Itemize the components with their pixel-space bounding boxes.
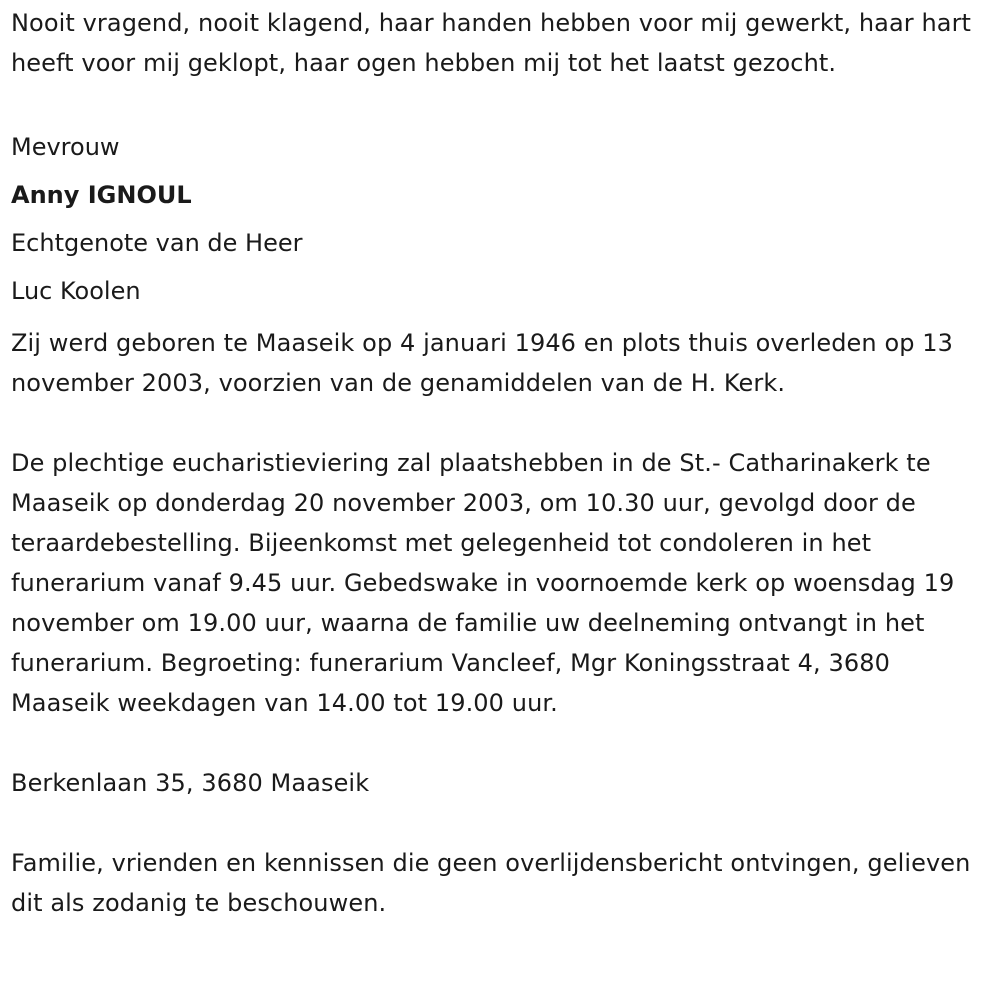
motto-text: Nooit vragend, nooit klagend, haar handen hebben voor mij gewerkt, haar hart heeft voor mij geklopt, haar ogen hebben mij tot het laatst gezocht. xyxy=(11,9,972,77)
spacer xyxy=(11,803,996,843)
closing-note: Familie, vrienden en kennissen die geen overlijdensbericht ontvingen, gelieven dit als zodanig te beschouwen. xyxy=(11,849,971,917)
spouse-name: Luc Koolen xyxy=(11,277,141,305)
spacer xyxy=(11,315,996,323)
ceremony-text: De plechtige eucharistieviering zal plaatshebben in de St.- Catharinakerk te Maaseik op donderdag 20 november 2003, om 10.30 uur, gevolgd door de teraardebestelling. Bijeenkomst met gelegenheid tot condoleren in het funerarium vanaf 9.45 uur. Gebedswake in voornoemde kerk op woensdag 19 november om 19.00 uur, waarna de familie uw deelneming ontvangt in het funerarium. Begroeting: funerarium Vancleef, Mgr Koningsstraat 4, 3680 Maaseik weekdagen van 14.00 tot 19.00 uur. xyxy=(11,449,955,717)
spacer xyxy=(11,403,996,443)
title-prefix: Mevrouw xyxy=(11,133,120,161)
birth-death-text: Zij werd geboren te Maaseik op 4 januari 1946 en plots thuis overleden op 13 november 2003, voorzien van de genamiddelen van de H. Kerk. xyxy=(11,329,954,397)
address-text: Berkenlaan 35, 3680 Maaseik xyxy=(11,769,370,797)
relation-text: Echtgenote van de Heer xyxy=(11,229,303,257)
deceased-name: Anny IGNOUL xyxy=(11,181,192,209)
spacer xyxy=(11,723,996,763)
obituary-document xyxy=(11,0,996,923)
spacer xyxy=(11,83,996,123)
